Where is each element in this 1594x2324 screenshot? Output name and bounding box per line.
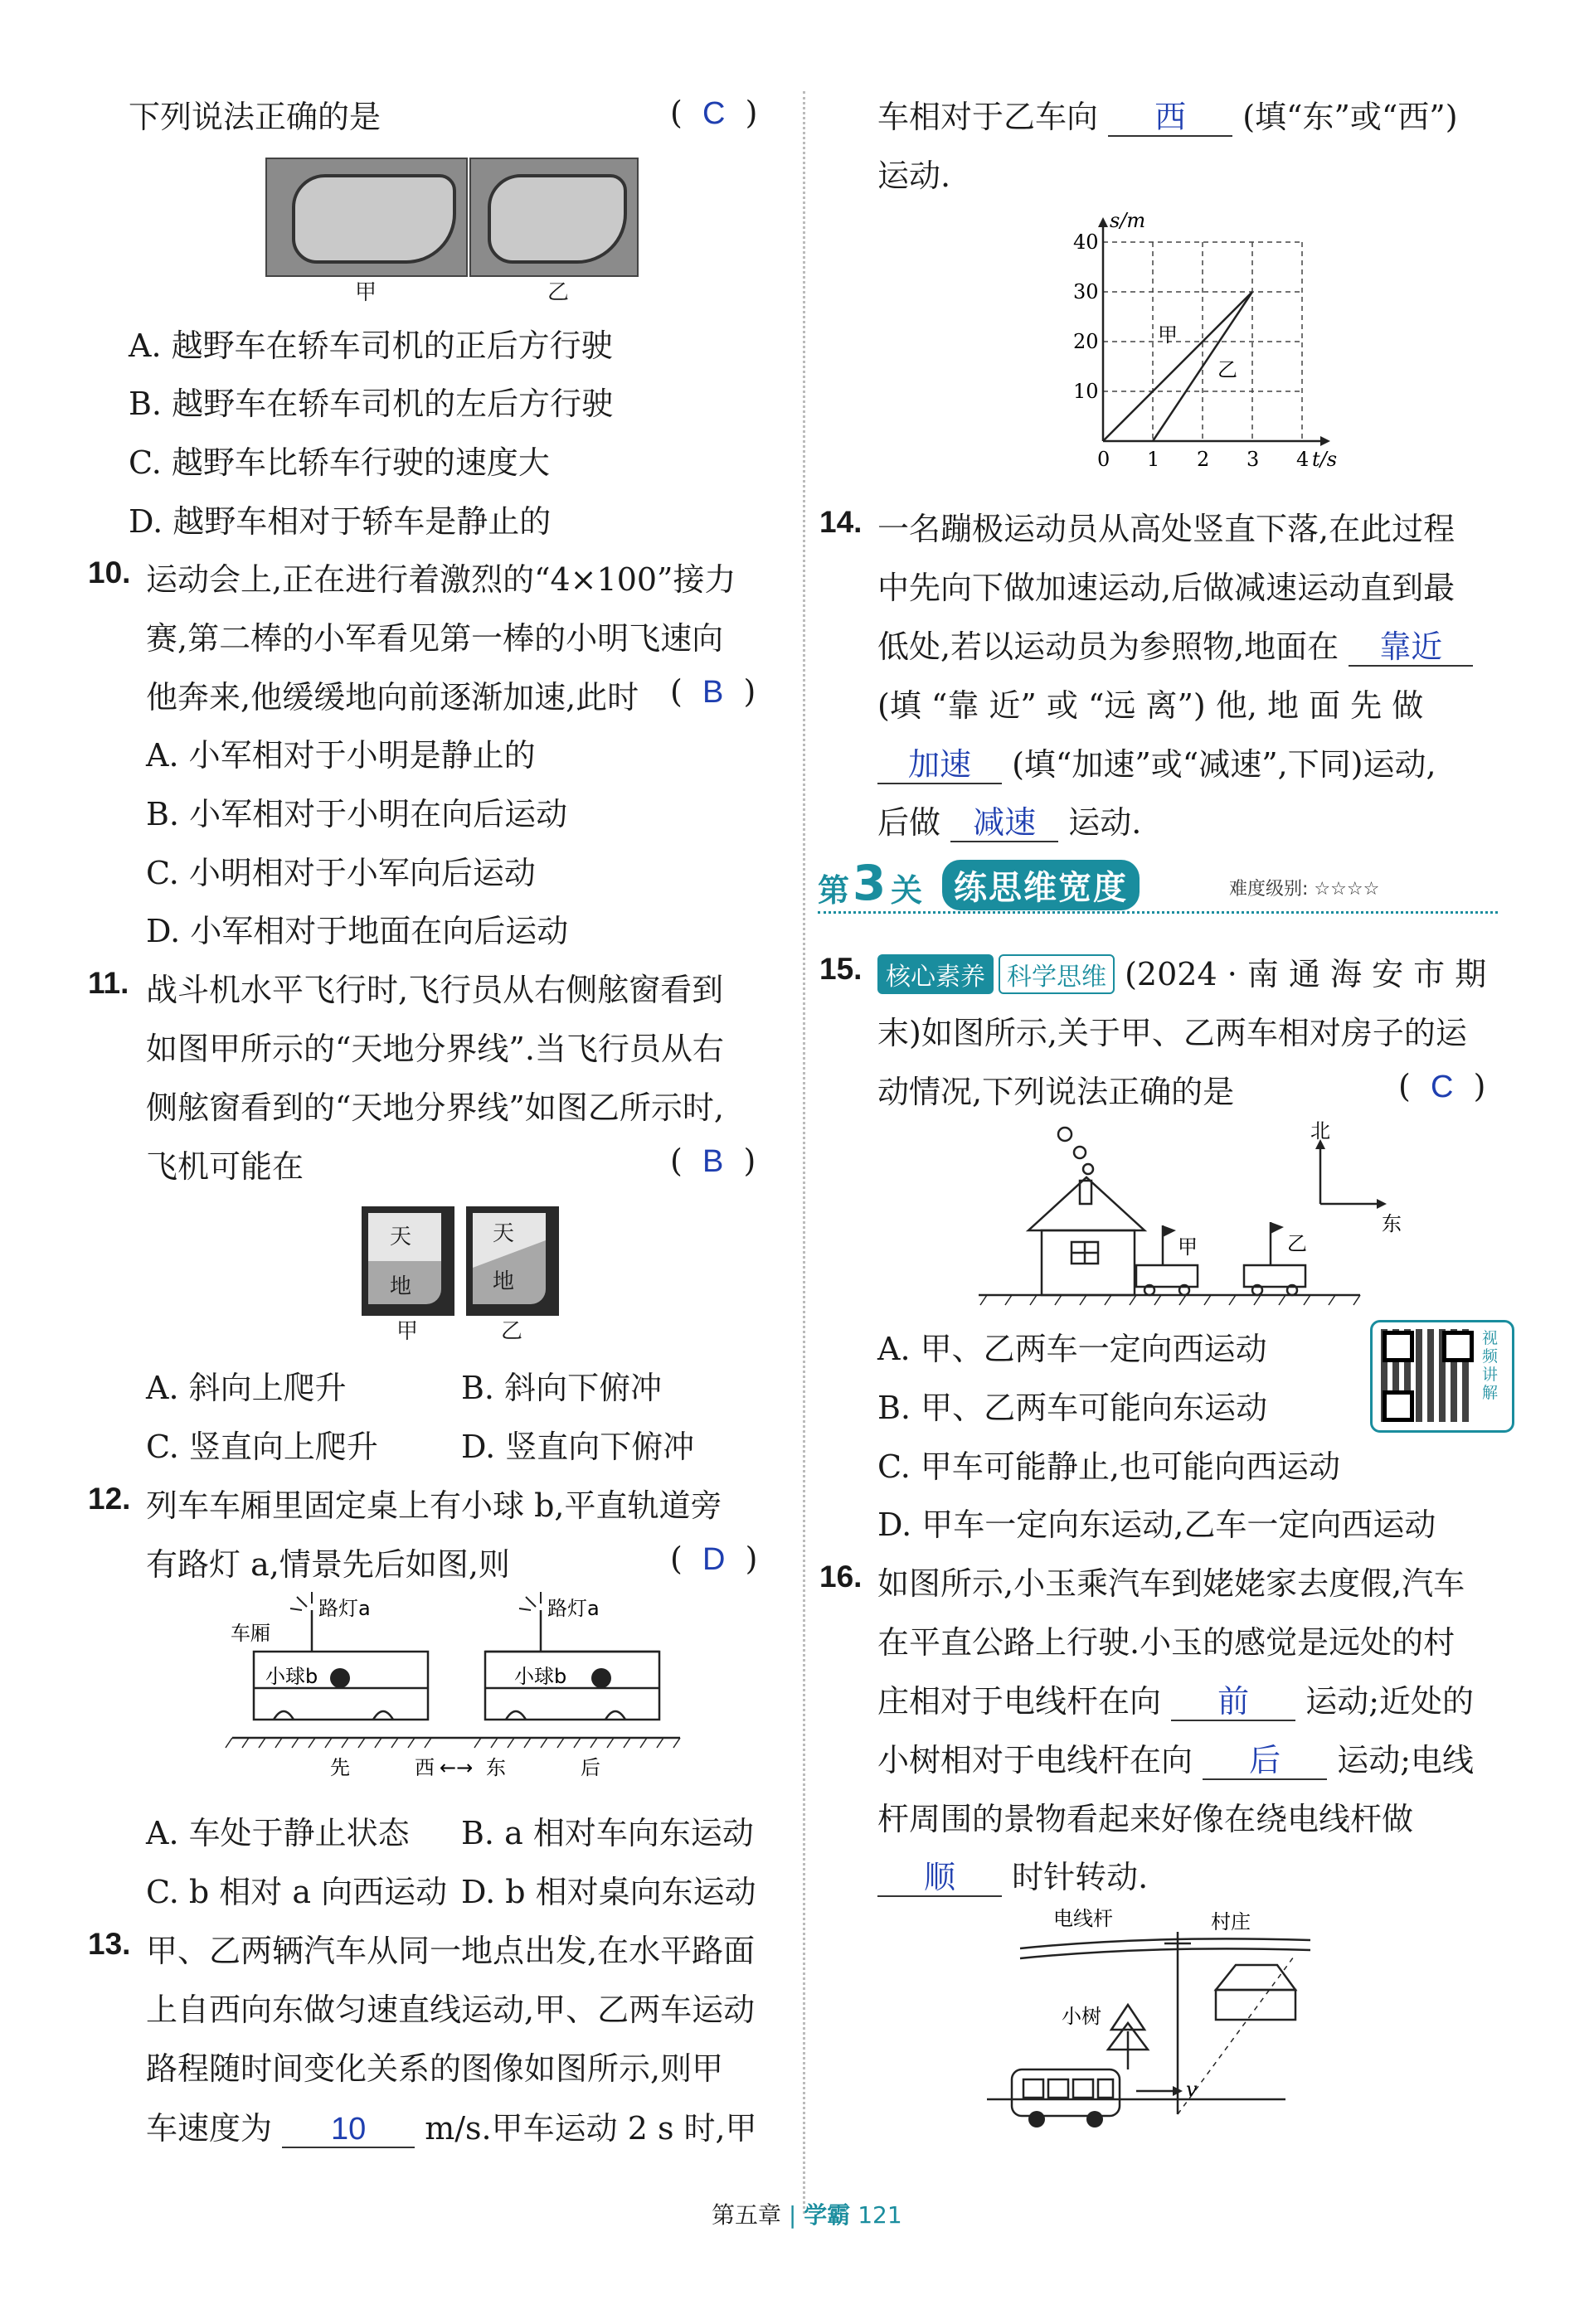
q12-answer-paren: ( D ) bbox=[670, 1540, 758, 1577]
q16-line-4-post: 运动;电线 bbox=[1337, 1742, 1475, 1778]
y-tick-label: 10 bbox=[1073, 380, 1099, 403]
q12-first-label: 先 bbox=[330, 1756, 350, 1779]
footer-separator: | bbox=[788, 2201, 797, 2229]
window-jia-ground: 地 bbox=[390, 1274, 412, 1299]
q15-line-2: 末)如图所示,关于甲、乙两车相对房子的运 bbox=[877, 1015, 1467, 1051]
q14-number: 14. bbox=[819, 505, 863, 539]
q14-line-5 bbox=[877, 739, 1436, 784]
q13-blank-direction: 西 bbox=[1108, 102, 1232, 137]
section-number: 3 bbox=[853, 855, 887, 911]
q12-option-c: C. b 相对 a 向西运动 bbox=[146, 1874, 448, 1910]
q13-cont-post: (填“东”或“西”) bbox=[1242, 99, 1458, 135]
y-tick-label: 30 bbox=[1073, 280, 1099, 303]
q13-line-2: 上自西向东做匀速直线运动,甲、乙两车运动 bbox=[146, 1992, 756, 2028]
x-tick-label: 3 bbox=[1247, 448, 1260, 471]
section-title: 练思维宽度 bbox=[942, 860, 1140, 910]
q13-line-4 bbox=[146, 2103, 757, 2148]
q11-number: 11. bbox=[88, 966, 129, 1000]
q16-figure bbox=[987, 1907, 1319, 2156]
q11-option-a: A. 斜向上爬升 bbox=[146, 1370, 347, 1406]
chart-marks bbox=[1103, 292, 1252, 441]
q11-label-yi: 乙 bbox=[501, 1319, 523, 1344]
q16-line-6 bbox=[877, 1851, 1148, 1897]
q9-option-a: A. 越野车在轿车司机的正后方行驶 bbox=[129, 327, 613, 364]
q13-cont-line-1 bbox=[877, 91, 1458, 137]
q15-option-a: A. 甲、乙两车一定向西运动 bbox=[877, 1331, 1267, 1367]
q11-option-c: C. 竖直向上爬升 bbox=[146, 1429, 378, 1465]
q16-blank-3: 顺 bbox=[877, 1862, 1002, 1897]
section-difficulty: 难度级别: ☆☆☆☆ bbox=[1229, 879, 1380, 900]
q9-stem: 下列说法正确的是 bbox=[129, 99, 381, 135]
section-rule bbox=[818, 911, 1498, 914]
series-label-yi: 乙 bbox=[1217, 358, 1237, 381]
q12-line-2: 有路灯 a,情景先后如图,则 bbox=[146, 1546, 510, 1583]
footer-page-number: 121 bbox=[858, 2201, 902, 2229]
q12-lamp-label-2: 路灯a bbox=[547, 1597, 600, 1620]
q15-option-c: C. 甲车可能静止,也可能向西运动 bbox=[877, 1448, 1340, 1485]
y-axis-label: s/m bbox=[1110, 209, 1146, 232]
q12-east-label: 东 bbox=[486, 1756, 506, 1779]
q11-option-d: D. 竖直向下俯冲 bbox=[461, 1429, 695, 1465]
page-footer bbox=[712, 2197, 902, 2230]
q15-line-1-post: (2024 · 南 通 海 安 市 期 bbox=[1125, 956, 1487, 992]
q14-blank-2: 加速 bbox=[877, 750, 1002, 784]
x-tick-label: 2 bbox=[1197, 448, 1210, 471]
q9-label-yi: 乙 bbox=[547, 280, 570, 305]
q13-line-4-post: m/s.甲车运动 2 s 时,甲 bbox=[425, 2110, 757, 2147]
st-chart bbox=[1062, 209, 1338, 474]
ball-first bbox=[330, 1668, 350, 1688]
q10-option-d: D. 小军相对于地面在向后运动 bbox=[146, 913, 569, 949]
x-axis-arrow bbox=[1320, 436, 1330, 446]
section-guan: 关 bbox=[891, 872, 923, 909]
q16-blank-2: 后 bbox=[1203, 1745, 1327, 1780]
section-banner bbox=[818, 855, 1506, 916]
q16-line-2: 在平直公路上行驶.小玉的感觉是远处的村 bbox=[877, 1624, 1455, 1661]
q11-line-3: 侧舷窗看到的“天地分界线”如图乙所示时, bbox=[146, 1089, 724, 1126]
q15-answer-paren: ( C ) bbox=[1398, 1068, 1486, 1104]
q15-badge-thinking: 科学思维 bbox=[999, 954, 1115, 994]
q14-line-5-post: (填“加速”或“减速”,下同)运动, bbox=[1012, 746, 1436, 783]
q16-line-6-post: 时针转动. bbox=[1012, 1859, 1149, 1895]
q16-number: 16. bbox=[819, 1560, 863, 1594]
q10-number: 10. bbox=[88, 556, 131, 589]
q12-line-1: 列车车厢里固定桌上有小球 b,平直轨道旁 bbox=[146, 1487, 722, 1524]
q9-label-jia: 甲 bbox=[355, 280, 377, 305]
q12-west-label: 西 bbox=[415, 1756, 435, 1779]
window-jia-sky: 天 bbox=[390, 1225, 412, 1249]
q9-option-d: D. 越野车相对于轿车是静止的 bbox=[129, 503, 552, 540]
mirror-photo-yi bbox=[469, 158, 639, 277]
q10-answer: B bbox=[702, 675, 724, 710]
window-yi-sky: 天 bbox=[493, 1221, 515, 1246]
q12-ball-label-1: 小球b bbox=[265, 1665, 318, 1688]
q11-label-jia: 甲 bbox=[396, 1319, 419, 1344]
series-label-jia: 甲 bbox=[1158, 323, 1178, 347]
q16-v-label: v bbox=[1186, 2078, 1198, 2101]
column-divider bbox=[803, 91, 805, 2214]
q9-option-b: B. 越野车在轿车司机的左后方行驶 bbox=[129, 386, 614, 422]
q16-line-3 bbox=[877, 1676, 1474, 1721]
q13-line-1: 甲、乙两辆汽车从同一地点出发,在水平路面 bbox=[146, 1933, 756, 1969]
q11-option-b: B. 斜向下俯冲 bbox=[461, 1370, 663, 1406]
q13-cont-pre: 车相对于乙车向 bbox=[877, 99, 1099, 135]
x-tick-label: 1 bbox=[1147, 448, 1160, 471]
q15-car-yi-label: 乙 bbox=[1287, 1232, 1307, 1255]
x-axis-label: t/s bbox=[1312, 448, 1338, 471]
q9-answer-paren: ( C ) bbox=[670, 95, 758, 131]
q12-arrow-label: ←→ bbox=[440, 1756, 474, 1779]
q16-line-5: 杆周围的景物看起来好像在绕电线杆做 bbox=[877, 1801, 1414, 1837]
x-tick-label: 0 bbox=[1097, 448, 1110, 471]
q12-option-a: A. 车处于静止状态 bbox=[146, 1815, 410, 1851]
q10-answer-paren: ( B ) bbox=[670, 673, 756, 710]
q10-option-b: B. 小军相对于小明在向后运动 bbox=[146, 796, 568, 832]
q11-answer-paren: ( B ) bbox=[670, 1143, 756, 1179]
q11-line-2: 如图甲所示的“天地分界线”.当飞行员从右 bbox=[146, 1031, 724, 1067]
q14-line-6 bbox=[877, 797, 1141, 842]
q14-line-2: 中先向下做加速运动,后做减速运动直到最 bbox=[877, 570, 1455, 606]
qr-caption: 视频讲解 bbox=[1482, 1329, 1499, 1402]
q15-option-d: D. 甲车一定向东运动,乙车一定向西运动 bbox=[877, 1506, 1436, 1543]
y-tick-label: 40 bbox=[1073, 230, 1099, 254]
q12-car-label: 车厢 bbox=[231, 1622, 270, 1645]
q15-car-jia-label: 甲 bbox=[1178, 1235, 1198, 1259]
section-di: 第 bbox=[818, 872, 850, 909]
y-tick-label: 20 bbox=[1073, 330, 1099, 353]
q10-line-1: 运动会上,正在进行着激烈的“4×100”接力 bbox=[146, 561, 736, 598]
q16-line-4 bbox=[877, 1735, 1474, 1780]
footer-chapter: 第五章 bbox=[712, 2201, 782, 2229]
q14-line-1: 一名蹦极运动员从高处竖直下落,在此过程 bbox=[877, 511, 1455, 547]
q16-line-1: 如图所示,小玉乘汽车到姥姥家去度假,汽车 bbox=[877, 1565, 1465, 1602]
q12-figure bbox=[232, 1590, 697, 1781]
ball-after bbox=[591, 1668, 611, 1688]
q12-answer: D bbox=[702, 1542, 726, 1577]
q15-line-1 bbox=[877, 949, 1486, 994]
q14-line-3-pre: 低处,若以运动员为参照物,地面在 bbox=[877, 628, 1339, 665]
q13-line-3: 路程随时间变化关系的图像如图所示,则甲 bbox=[146, 2050, 724, 2087]
q14-line-6-pre: 后做 bbox=[877, 804, 941, 841]
q12-number: 12. bbox=[88, 1482, 131, 1516]
q12-option-b: B. a 相对车向东运动 bbox=[461, 1815, 754, 1851]
q16-line-3-pre: 庄相对于电线杆在向 bbox=[877, 1683, 1162, 1720]
window-yi bbox=[466, 1206, 559, 1316]
window-jia bbox=[362, 1206, 454, 1316]
x-tick-label: 4 bbox=[1296, 448, 1310, 471]
q12-after-label: 后 bbox=[581, 1756, 600, 1779]
q14-line-4: (填 “靠 近” 或 “远 离”) 他, 地 面 先 做 bbox=[877, 687, 1424, 724]
q15-figure bbox=[979, 1121, 1410, 1312]
q10-option-c: C. 小明相对于小军向后运动 bbox=[146, 855, 536, 891]
q12-ball-label-2: 小球b bbox=[514, 1665, 567, 1688]
footer-brand: 学霸 bbox=[804, 2201, 851, 2229]
q10-line-2: 赛,第二棒的小军看见第一棒的小明飞速向 bbox=[146, 620, 724, 657]
q12-option-d: D. b 相对桌向东运动 bbox=[461, 1874, 756, 1910]
q15-number: 15. bbox=[819, 952, 863, 986]
q16-village-label: 村庄 bbox=[1211, 1910, 1251, 1933]
q15-badge-core: 核心素养 bbox=[877, 954, 994, 994]
q14-blank-1: 靠近 bbox=[1349, 632, 1473, 667]
q14-line-3 bbox=[877, 621, 1473, 667]
q13-line-4-pre: 车速度为 bbox=[146, 2110, 273, 2147]
q14-blank-3: 减速 bbox=[950, 808, 1058, 842]
q15-option-b: B. 甲、乙两车可能向东运动 bbox=[877, 1390, 1268, 1426]
q16-line-3-post: 运动;近处的 bbox=[1305, 1683, 1475, 1720]
q15-line-3: 动情况,下列说法正确的是 bbox=[877, 1074, 1235, 1110]
q16-pole-label: 电线杆 bbox=[1053, 1907, 1113, 1930]
mirror-photo-jia bbox=[265, 158, 468, 277]
q13-number: 13. bbox=[88, 1927, 131, 1961]
q16-blank-1: 前 bbox=[1171, 1686, 1295, 1721]
window-yi-ground: 地 bbox=[493, 1269, 515, 1294]
q16-tree-label: 小树 bbox=[1062, 2005, 1101, 2028]
q13-blank-speed: 10 bbox=[282, 2113, 415, 2148]
y-axis-arrow bbox=[1098, 217, 1108, 227]
q11-line-4: 飞机可能在 bbox=[146, 1148, 304, 1185]
q10-line-3: 他奔来,他缓缓地向前逐渐加速,此时 bbox=[146, 679, 639, 716]
q13-cont-line-2: 运动. bbox=[877, 158, 951, 194]
video-qr-code[interactable] bbox=[1370, 1320, 1514, 1433]
q15-east-label: 东 bbox=[1382, 1212, 1402, 1235]
q9-option-c: C. 越野车比轿车行驶的速度大 bbox=[129, 444, 550, 481]
q15-north-label: 北 bbox=[1310, 1119, 1330, 1143]
q9-answer: C bbox=[702, 96, 726, 131]
q15-answer: C bbox=[1430, 1070, 1454, 1104]
q16-line-4-pre: 小树相对于电线杆在向 bbox=[877, 1742, 1193, 1778]
q10-option-a: A. 小军相对于小明是静止的 bbox=[146, 737, 536, 774]
q12-lamp-label-1: 路灯a bbox=[318, 1597, 371, 1620]
q14-line-6-post: 运动. bbox=[1068, 804, 1142, 841]
q11-answer: B bbox=[702, 1144, 724, 1179]
q11-line-1: 战斗机水平飞行时,飞行员从右侧舷窗看到 bbox=[146, 972, 724, 1008]
